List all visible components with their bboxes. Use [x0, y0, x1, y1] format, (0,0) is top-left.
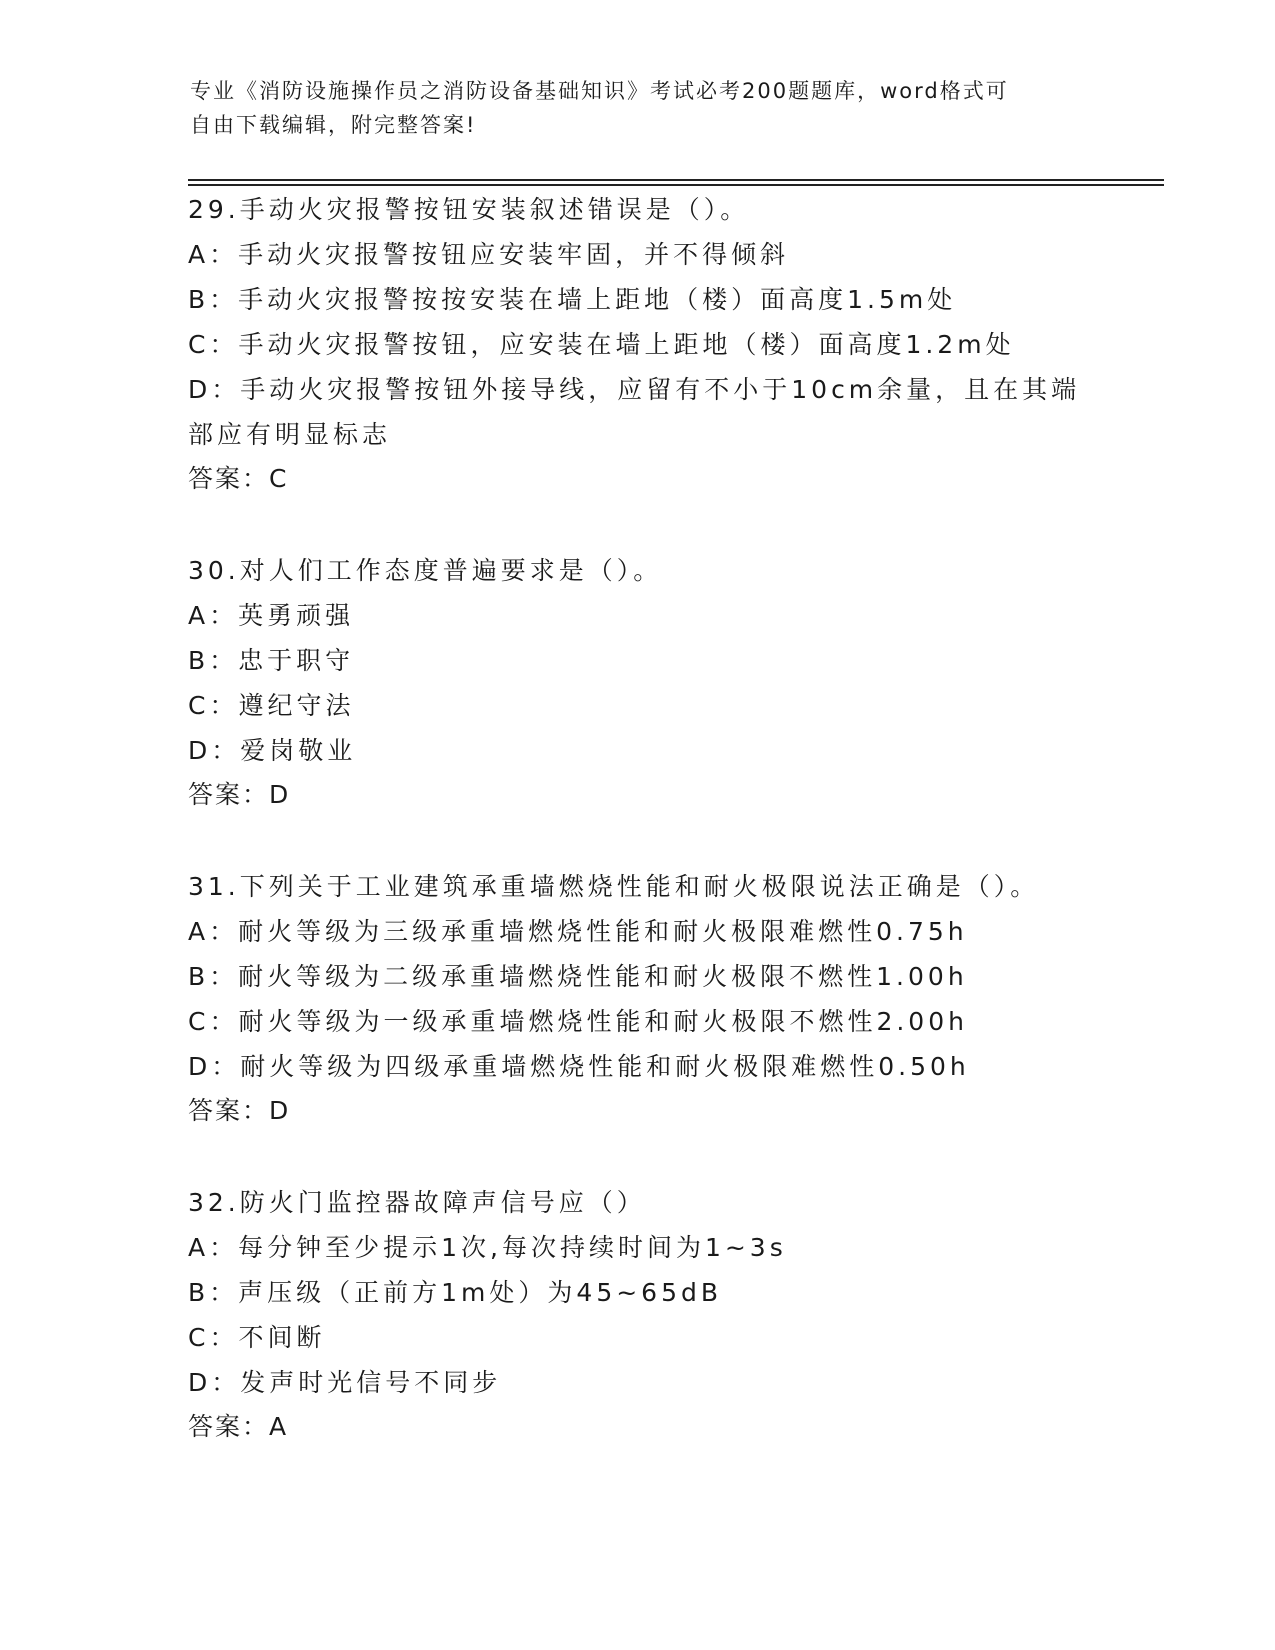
- question-32-stem: 32.防火门监控器故障声信号应（）: [188, 1188, 646, 1217]
- answer-label: 答案：: [188, 1412, 270, 1441]
- question-29-option-d: D：手动火灾报警按钮外接导线，应留有不小于10cm余量，且在其端: [188, 375, 1081, 404]
- question-29-option-b: B：手动火灾报警按按安装在墙上距地（楼）面高度1.5m处: [188, 285, 957, 314]
- question-32-option-c: C：不间断: [188, 1323, 326, 1352]
- answer-value: C: [269, 464, 288, 493]
- question-30-stem: 30.对人们工作态度普遍要求是（）。: [188, 556, 663, 585]
- question-30-option-c: C：遵纪守法: [188, 691, 355, 720]
- question-32-answer: [188, 1411, 287, 1443]
- answer-label: 答案：: [188, 1096, 270, 1125]
- question-31-stem: 31.下列关于工业建筑承重墙燃烧性能和耐火极限说法正确是（）。: [188, 872, 1040, 901]
- question-29-option-c: C：手动火灾报警按钮，应安装在墙上距地（楼）面高度1.2m处: [188, 330, 1015, 359]
- question-32-option-b: B：声压级（正前方1m处）为45~65dB: [188, 1278, 723, 1307]
- question-31-option-b: B：耐火等级为二级承重墙燃烧性能和耐火极限不燃性1.00h: [188, 962, 968, 991]
- answer-value: A: [269, 1412, 288, 1441]
- question-30-option-b: B：忠于职守: [188, 646, 355, 675]
- answer-label: 答案：: [188, 464, 270, 493]
- question-31-option-a: A：耐火等级为三级承重墙燃烧性能和耐火极限难燃性0.75h: [188, 917, 968, 946]
- question-31-answer: [188, 1095, 289, 1127]
- question-31-option-c: C：耐火等级为一级承重墙燃烧性能和耐火极限不燃性2.00h: [188, 1007, 968, 1036]
- question-30-option-d: D：爱岗敬业: [188, 736, 357, 765]
- question-30-answer: [188, 779, 289, 811]
- header-line-2: 自由下载编辑，附完整答案!: [190, 113, 477, 137]
- answer-value: D: [269, 780, 290, 809]
- header-divider-top: [188, 179, 1164, 181]
- question-29-stem: 29.手动火灾报警按钮安装叙述错误是（）。: [188, 195, 750, 224]
- header-line-1: 专业《消防设施操作员之消防设备基础知识》考试必考200题题库，word格式可: [190, 79, 1009, 103]
- question-30-option-a: A：英勇顽强: [188, 601, 355, 630]
- answer-value: D: [269, 1096, 290, 1125]
- question-29-answer: [188, 463, 287, 495]
- document-header: [190, 74, 1090, 142]
- question-32-option-d: D：发声时光信号不同步: [188, 1368, 502, 1397]
- question-29-option-d-cont: 部应有明显标志: [188, 420, 392, 449]
- answer-label: 答案：: [188, 780, 270, 809]
- question-31-option-d: D：耐火等级为四级承重墙燃烧性能和耐火极限难燃性0.50h: [188, 1052, 970, 1081]
- question-32-option-a: A：每分钟至少提示1次,每次持续时间为1~3s: [188, 1233, 787, 1262]
- header-divider-bottom: [188, 184, 1164, 186]
- question-29-option-a: A：手动火灾报警按钮应安装牢固，并不得倾斜: [188, 240, 790, 269]
